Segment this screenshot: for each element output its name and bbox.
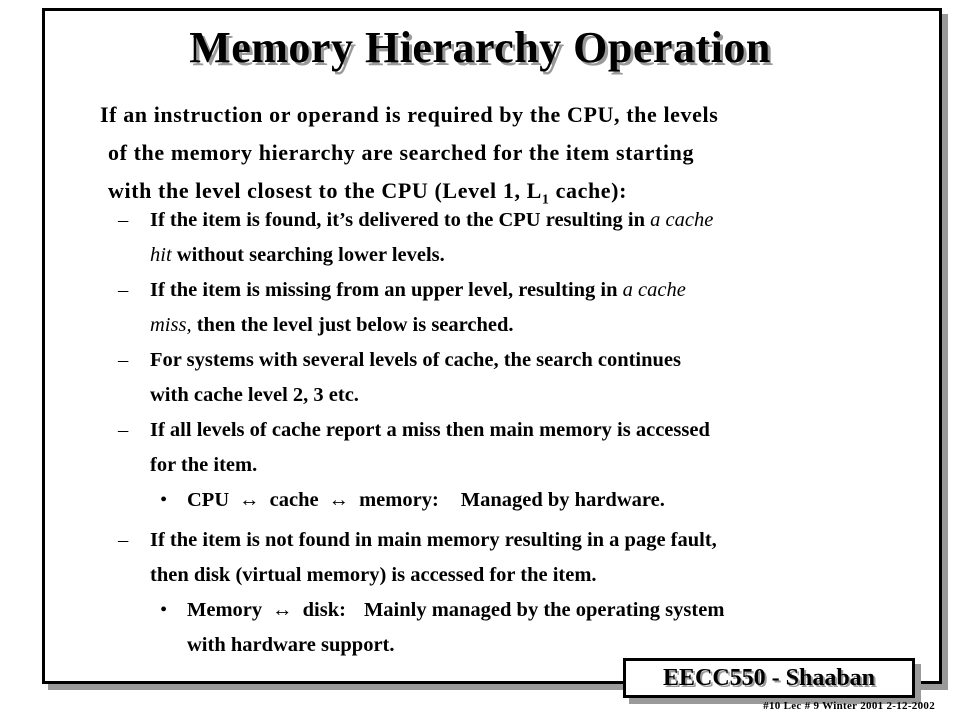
label-memory: memory: — [359, 489, 439, 511]
bullet-line: with hardware support. — [187, 634, 395, 656]
bullet-line: If all levels of cache report a miss then main memory is accessed — [150, 419, 710, 441]
lecture-meta: #10 Lec # 9 Winter 2001 2-12-2002 — [763, 700, 935, 712]
dash-marker: – — [118, 209, 129, 231]
dash-marker: – — [118, 419, 129, 441]
bullet-text: without searching lower levels. — [171, 244, 445, 266]
bullet-line: with cache level 2, 3 etc. — [150, 384, 359, 406]
bullet-line — [150, 308, 514, 343]
term-cache-hit: a cache — [650, 209, 714, 231]
bullet-line: For systems with several levels of cache, the search continues — [150, 349, 682, 371]
term-cache-miss: a cache — [622, 279, 686, 301]
intro-line-1: If an instruction or operand is required by the CPU, the levels — [100, 102, 719, 127]
bullet-main-memory — [118, 413, 898, 483]
bullet-page-fault — [118, 523, 898, 593]
bullet-cache-miss — [118, 273, 898, 343]
bullet-line — [150, 203, 713, 238]
label-cache: cache — [269, 489, 319, 511]
bullet-line — [150, 238, 445, 273]
bidirectional-arrow-icon: ↔ — [239, 489, 260, 511]
bullet-line — [150, 273, 686, 308]
bullet-line: for the item. — [150, 454, 258, 476]
bidirectional-arrow-icon: ↔ — [328, 489, 350, 511]
term-miss: miss, — [150, 314, 192, 336]
bullet-multilevel-cache — [118, 343, 898, 413]
course-badge: EECC550 - Shaaban — [623, 658, 915, 698]
bullet-text: then the level just below is searched. — [191, 314, 514, 336]
label-memory: Memory — [187, 599, 263, 621]
label-disk: disk: — [302, 599, 346, 621]
bullet-line: then disk (virtual memory) is accessed for the item. — [150, 564, 597, 586]
level-subscript: 1 — [541, 192, 550, 208]
slide-title: Memory Hierarchy Operation — [189, 23, 771, 72]
intro-paragraph — [100, 96, 890, 219]
dot-marker: • — [160, 489, 168, 511]
bullet-text: If the item is missing from an upper level, resulting in — [150, 279, 623, 301]
intro-line-3-text: with the level closest to the CPU (Level 1, L — [108, 178, 542, 203]
bullet-line — [187, 593, 724, 628]
dash-marker: – — [118, 529, 129, 551]
subbullet-memory-disk — [160, 593, 900, 663]
managed-by-text: Managed by hardware. — [460, 489, 665, 511]
bullet-line: If the item is not found in main memory resulting in a page fault, — [150, 529, 717, 551]
label-cpu: CPU — [187, 489, 230, 511]
managed-by-text: Mainly managed by the operating system — [363, 599, 725, 621]
bidirectional-arrow-icon: ↔ — [272, 599, 293, 621]
bullet-line — [187, 483, 665, 518]
subbullet-cpu-cache-memory — [160, 483, 900, 518]
intro-line-3-end: cache): — [549, 178, 628, 203]
bullet-cache-hit — [118, 203, 898, 273]
term-hit: hit — [150, 244, 172, 266]
dash-marker: – — [118, 349, 129, 371]
dot-marker: • — [160, 599, 168, 621]
bullet-text: If the item is found, it’s delivered to the CPU resulting in — [150, 209, 651, 231]
dash-marker: – — [118, 279, 129, 301]
intro-line-2: of the memory hierarchy are searched for the item starting — [108, 140, 695, 165]
